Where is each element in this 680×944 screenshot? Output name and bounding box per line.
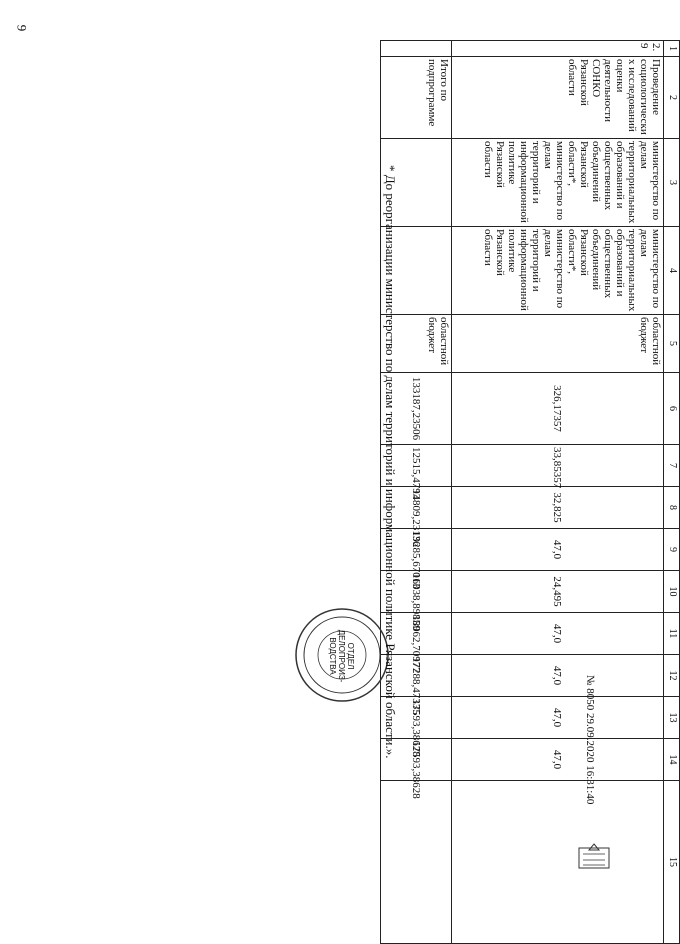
page-number: 9 <box>14 24 29 32</box>
column-number: 1 <box>664 41 680 57</box>
column-number: 15 <box>664 781 680 944</box>
footnote: * До реорганизации министерство по делам территорий и информационной политике Рязанской области.». <box>383 165 398 759</box>
value-cell: 33,85357 <box>452 445 664 487</box>
total-value-cell: 12515,4793 <box>381 445 452 487</box>
column-number: 7 <box>664 445 680 487</box>
executor-cell: министерство по делам территориальных образований и общественных объединений Рязанской области*, министерство по делам территорий и информационной политике Рязанской области <box>452 139 664 227</box>
column-number: 9 <box>664 529 680 571</box>
column-number: 3 <box>664 139 680 227</box>
activity-name: Проведение социологических исследований оценки деятельности СОНКО Рязанской области <box>452 57 664 139</box>
column-number: 12 <box>664 655 680 697</box>
total-value-cell: 17593,38628 <box>381 697 452 739</box>
recipient-cell: министерство по делам территориальных образований и общественных объединений Рязанской области*, министерство по делам территорий и информационной политике Рязанской области <box>452 227 664 315</box>
value-cell: 47,0 <box>452 655 664 697</box>
value-cell: 47,0 <box>452 529 664 571</box>
column-number: 13 <box>664 697 680 739</box>
column-number: 5 <box>664 315 680 373</box>
total-label: Итого по подпрограмме <box>381 57 452 139</box>
value-cell: 47,0 <box>452 739 664 781</box>
total-value-cell: 133187,23506 <box>381 373 452 445</box>
registration-footer: № 8050 29.09.2020 16:31:40 <box>584 675 596 805</box>
column-number: 11 <box>664 613 680 655</box>
total-value-cell: 19285,67013 <box>381 529 452 571</box>
value-cell: 47,0 <box>452 697 664 739</box>
value-cell: 32,825 <box>452 487 664 529</box>
stamp-text: ОТДЕЛ ДЕЛОПРОИЗ-ВОДСТВА <box>328 629 356 683</box>
program-table <box>380 40 680 885</box>
funding-source: областной бюджет <box>452 315 664 373</box>
column-number: 4 <box>664 227 680 315</box>
row-number: 2.9 <box>452 41 664 57</box>
row-number <box>381 41 452 57</box>
column-number: 2 <box>664 57 680 139</box>
value-cell <box>452 781 664 944</box>
total-value-cell: 14809,23136 <box>381 487 452 529</box>
value-cell: 24,495 <box>452 571 664 613</box>
program-table-grid <box>380 40 680 944</box>
total-value-cell: 17288,47335 <box>381 655 452 697</box>
total-value-cell: 17593,38628 <box>381 739 452 781</box>
column-number: 10 <box>664 571 680 613</box>
column-number: 8 <box>664 487 680 529</box>
column-number: 14 <box>664 739 680 781</box>
total-value-cell: 16038,89859 <box>381 571 452 613</box>
value-cell: 47,0 <box>452 613 664 655</box>
column-number: 6 <box>664 373 680 445</box>
value-cell: 326,17357 <box>452 373 664 445</box>
total-value-cell: 18062,70977 <box>381 613 452 655</box>
table-row-2-9 <box>452 41 664 944</box>
column-number-row <box>664 41 680 944</box>
funding-source: областной бюджет <box>381 315 452 373</box>
